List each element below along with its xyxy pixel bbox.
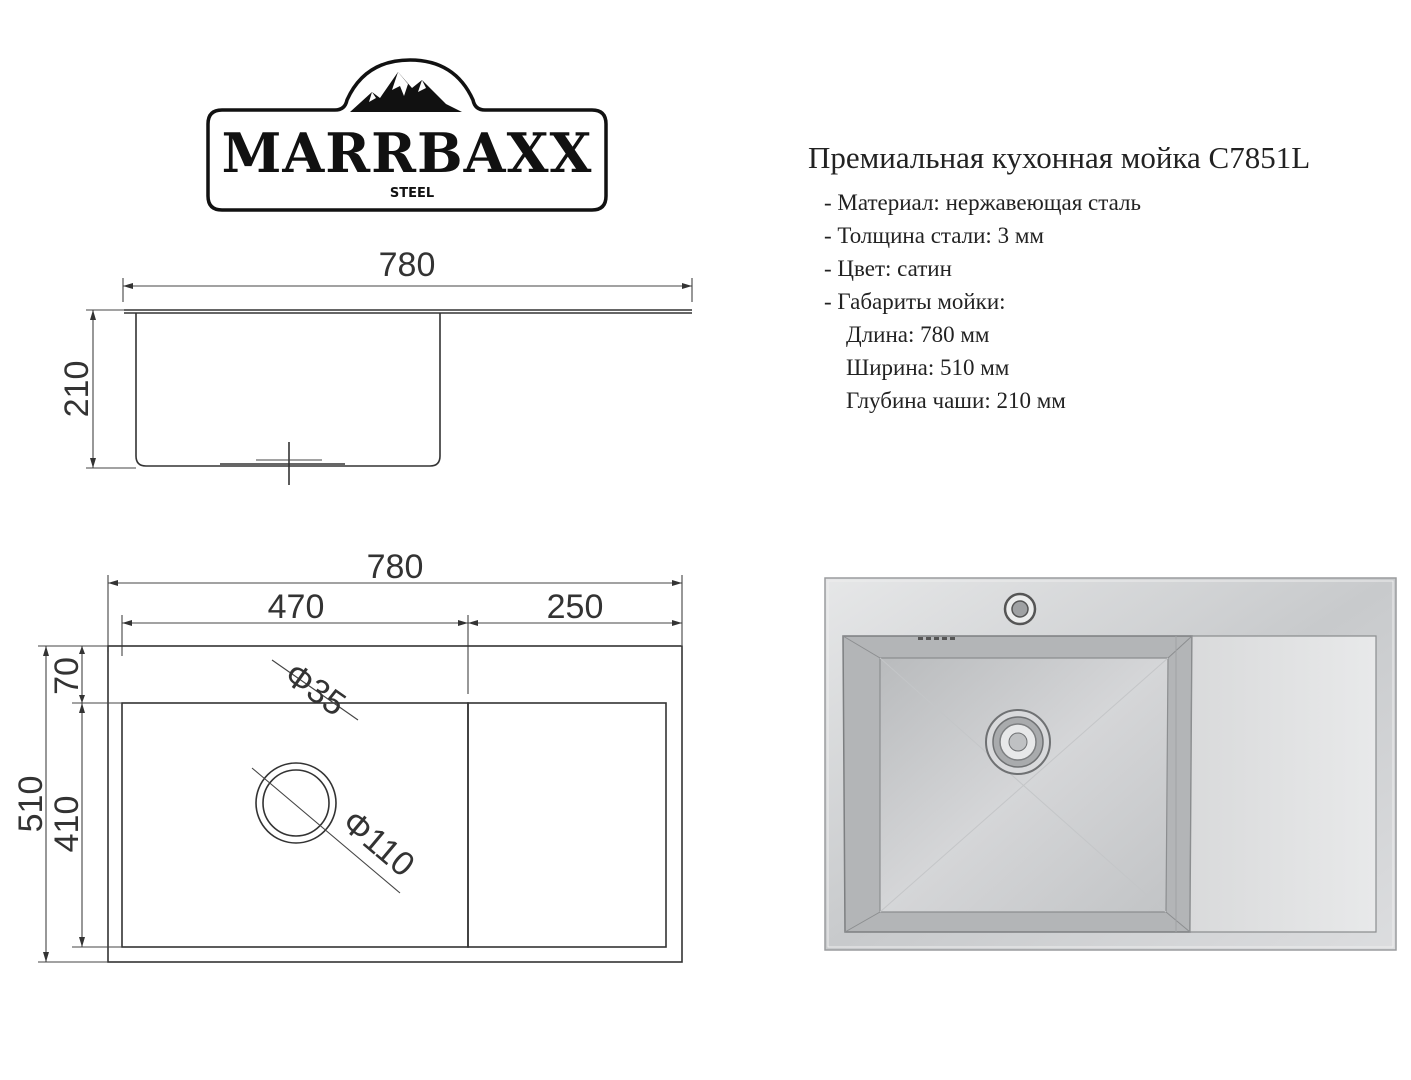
photo-drainer-board — [1190, 636, 1376, 932]
spec-material: - Материал: нержавеющая сталь — [824, 190, 1141, 215]
spec-bowl-depth: Глубина чаши: 210 мм — [846, 388, 1066, 413]
spec-dimensions-heading: - Габариты мойки: — [824, 289, 1006, 314]
logo-sub-text: STEEL — [389, 186, 435, 201]
top-view-drawing — [12, 548, 682, 962]
side-bowl-profile — [136, 313, 440, 466]
side-depth-label: 210 — [58, 360, 96, 418]
photo-drain-strainer — [986, 710, 1050, 774]
drainer-width-label: 250 — [546, 588, 604, 626]
product-info — [808, 140, 1310, 417]
product-title: Премиальная кухонная мойка C7851L — [808, 140, 1311, 175]
drainer-outline — [468, 703, 666, 947]
back-strip-label: 70 — [48, 657, 86, 695]
top-length-label: 780 — [366, 548, 424, 586]
drain-hole-label: Φ110 — [334, 803, 422, 885]
total-width-label: 510 — [12, 775, 50, 833]
brand-logo — [208, 60, 606, 210]
mountains-icon — [350, 72, 462, 112]
logo-brand-text: MARRBAXX — [221, 121, 593, 185]
photo-tap-hole — [1005, 594, 1035, 624]
spec-length: Длина: 780 мм — [846, 322, 990, 347]
spec-thickness: - Толщина стали: 3 мм — [824, 223, 1044, 248]
drain-hole-outer — [256, 763, 336, 843]
product-photo — [825, 578, 1396, 950]
tap-hole-label: Φ35 — [277, 655, 353, 724]
side-length-label: 780 — [378, 246, 436, 284]
bowl-outline — [122, 703, 468, 947]
side-view-drawing — [58, 246, 692, 485]
spec-list — [808, 186, 1310, 417]
spec-width: Ширина: 510 мм — [846, 355, 1010, 380]
spec-color: - Цвет: сатин — [824, 256, 952, 281]
bowl-depth-label: 410 — [48, 795, 86, 853]
drain-hole-inner — [263, 770, 329, 836]
bowl-width-label: 470 — [267, 588, 325, 626]
sink-outline — [108, 646, 682, 962]
